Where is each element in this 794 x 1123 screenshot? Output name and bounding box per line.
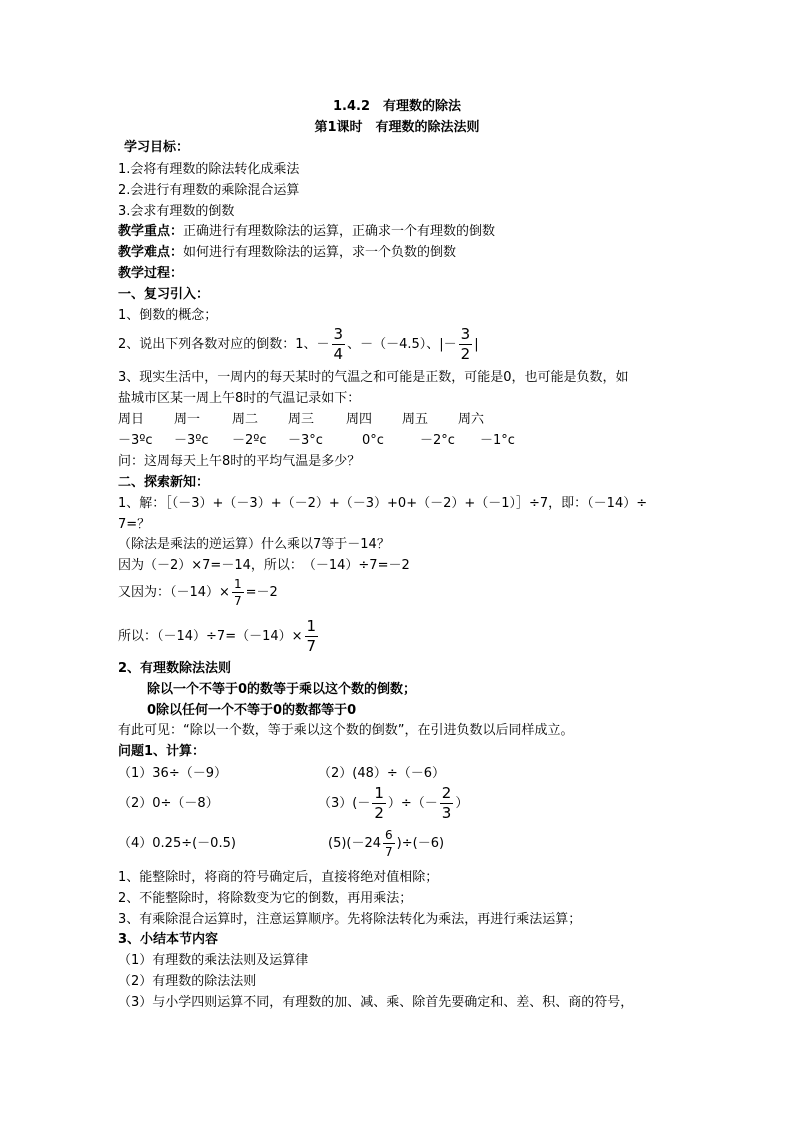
tip-item: 1、能整除时，将商的符号确定后，直接将绝对值相除； <box>118 870 439 885</box>
review-item: 盐城市区某一周上午8时的气温记录如下： <box>118 391 361 406</box>
review-item-reciprocals <box>118 325 479 365</box>
denominator: 2 <box>374 804 384 822</box>
weekday-cell: 周三 <box>288 412 315 427</box>
difficulty <box>118 243 456 263</box>
text: 2、说出下列各数对应的倒数：1、－ <box>118 337 330 352</box>
fraction <box>459 327 473 362</box>
goals-heading: 学习目标： <box>124 140 190 155</box>
fraction <box>383 829 395 858</box>
difficulty-text: 如何进行有理数除法的运算，求一个负数的倒数 <box>183 245 457 260</box>
weekday-cell: 周二 <box>232 412 259 427</box>
key-point-text: 正确进行有理数除法的运算，正确求一个有理数的倒数 <box>183 224 496 239</box>
explore-item: 7=？ <box>118 517 151 532</box>
key-point <box>118 222 495 242</box>
weekday-cell: 周日 <box>118 412 145 427</box>
goal-item: 2.会进行有理数的乘除混合运算 <box>118 183 300 198</box>
denominator: 4 <box>333 345 344 363</box>
denominator: 2 <box>460 345 471 363</box>
fraction <box>332 327 346 362</box>
problem-item: （2）0÷（－8） <box>118 796 219 811</box>
summary-item: （3）与小学四则运算不同，有理数的加、减、乘、除首先要确定和、差、积、商的符号， <box>118 995 634 1010</box>
fraction <box>440 786 454 821</box>
numerator: 1 <box>233 577 242 591</box>
problem-item: （4）0.25÷(－0.5) <box>118 836 236 851</box>
explore-item: （除法是乘法的逆运算）什么乘以7等于－14？ <box>118 537 390 552</box>
rule-heading: 2、有理数除法法则 <box>118 661 232 676</box>
summary-item: （1）有理数的乘法法则及运算律 <box>118 953 309 968</box>
temperature-cell: －1°c <box>480 433 515 448</box>
temperature-cell: 0°c <box>362 433 384 448</box>
numerator: 1 <box>306 617 317 635</box>
numerator: 6 <box>385 828 393 842</box>
section-review-heading: 一、复习引入： <box>118 287 210 302</box>
tip-item: 2、不能整除时，将除数变为它的倒数，再用乘法； <box>118 891 413 906</box>
text: | <box>474 337 479 352</box>
review-item: 3、现实生活中，一周内的每天某时的气温之和可能是正数，可能是0，也可能是负数，如 <box>118 370 629 385</box>
problem-heading: 问题1、计算： <box>118 744 206 759</box>
summary-item: （2）有理数的除法法则 <box>118 974 257 989</box>
key-point-label: 教学重点： <box>118 224 184 239</box>
denominator: 7 <box>385 845 393 859</box>
text: )÷(－6) <box>396 836 445 851</box>
goal-item: 1.会将有理数的除法转化成乘法 <box>118 162 300 177</box>
weekday-cell: 周六 <box>458 412 485 427</box>
temperature-cell: －3ºc <box>118 433 153 448</box>
text: 、－（－4.5）、|－ <box>347 337 457 352</box>
weekday-cell: 周一 <box>174 412 201 427</box>
temperature-cell: －2°c <box>420 433 455 448</box>
explore-item: 因为（－2）×7=－14，所以： （－14）÷7=－2 <box>118 558 410 573</box>
temperature-cell: －3ºc <box>174 433 209 448</box>
fraction <box>372 786 386 821</box>
problem-item-fraction <box>318 784 468 824</box>
fraction <box>232 578 244 607</box>
temperature-cell: －3°c <box>288 433 323 448</box>
weekday-row <box>118 410 558 430</box>
temperature-row <box>118 431 558 451</box>
explore-item: 1、解：［（－3）+（－3）+（－2）+（－3）+0+（－2）+（－1）］÷7，即：（－14）÷ <box>118 496 648 511</box>
rule-note: 有此可见：“除以一个数，等于乘以这个数的倒数”，在引进负数以后同样成立。 <box>118 723 574 738</box>
problem-item-fraction <box>328 824 444 864</box>
text: 所以：（－14）÷7=（－14）× <box>118 629 303 644</box>
numerator: 2 <box>441 784 452 802</box>
goal-item: 3.会求有理数的倒数 <box>118 204 235 219</box>
weekday-cell: 周四 <box>346 412 373 427</box>
rule-line: 除以一个不等于0的数等于乘以这个数的倒数； <box>147 682 417 697</box>
text: (5)(－24 <box>328 836 382 851</box>
fraction <box>305 619 319 654</box>
title-section: 1.4.2 有理数的除法 <box>332 99 461 114</box>
section-explore-heading: 二、探索新知： <box>118 475 210 490</box>
text: ） <box>455 796 469 811</box>
review-item: 1、倒数的概念； <box>118 308 218 323</box>
explore-item-fraction <box>118 573 278 613</box>
rule-line: 0除以任何一个不等于0的数都等于0 <box>147 703 357 718</box>
text: （3）(－ <box>318 796 371 811</box>
explore-item-fraction <box>118 617 320 657</box>
denominator: 7 <box>306 637 317 655</box>
review-question: 问：这周每天上午8时的平均气温是多少？ <box>118 454 361 469</box>
numerator: 3 <box>333 325 344 343</box>
text: ）÷（－ <box>387 796 438 811</box>
difficulty-label: 教学难点： <box>118 245 184 260</box>
problem-item: （1）36÷（－9） <box>118 766 227 781</box>
denominator: 7 <box>233 594 242 608</box>
title-lesson: 第1课时 有理数的除法法则 <box>314 120 480 135</box>
text: =－2 <box>245 585 278 600</box>
tip-item: 3、有乘除混合运算时，注意运算顺序。先将除法转化为乘法，再进行乘法运算； <box>118 912 582 927</box>
weekday-cell: 周五 <box>402 412 429 427</box>
problem-item: （2）(48）÷（－6） <box>318 766 446 781</box>
numerator: 1 <box>374 784 384 802</box>
text: 又因为：（－14）× <box>118 585 230 600</box>
denominator: 3 <box>441 804 452 822</box>
summary-heading: 3、小结本节内容 <box>118 932 219 947</box>
numerator: 3 <box>460 325 471 343</box>
process-heading: 教学过程： <box>118 266 184 281</box>
temperature-cell: －2ºc <box>232 433 267 448</box>
